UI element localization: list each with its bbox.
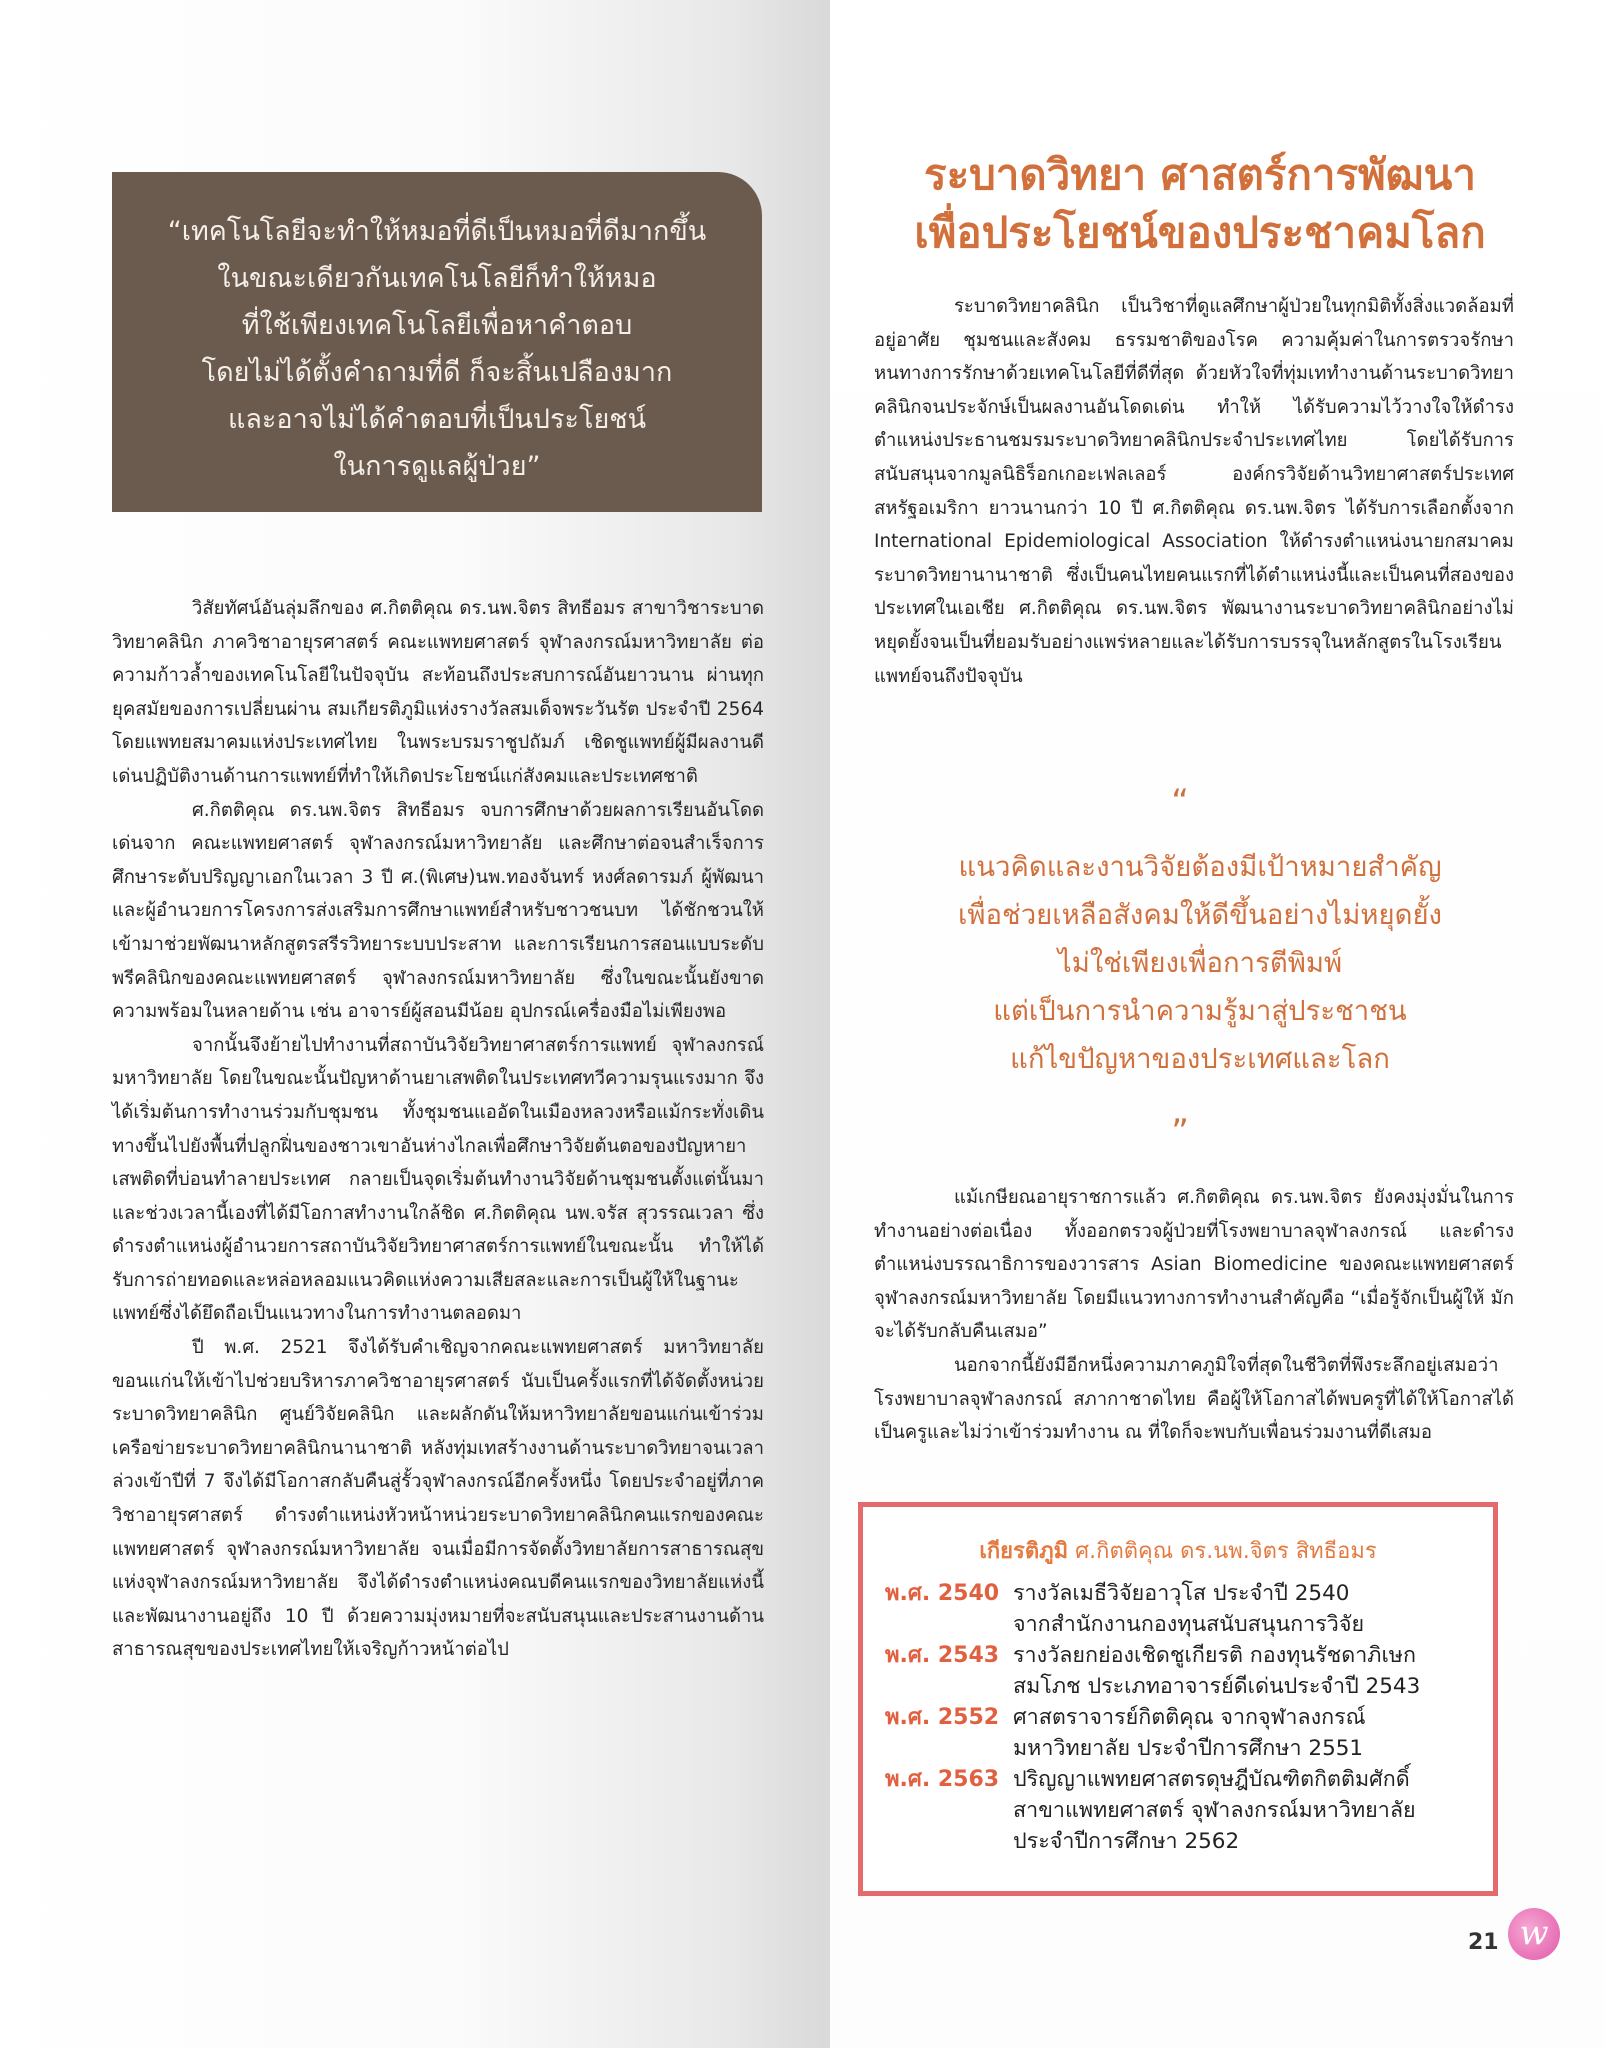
open-quote-mark: “ — [1171, 782, 1189, 822]
quote-line: ในขณะเดียวกันเทคโนโลยีก็ทำให้หมอ — [217, 263, 657, 294]
pull-quote-line: เพื่อช่วยเหลือสังคมให้ดีขึ้นอย่างไม่หยุดยั้ง — [957, 899, 1442, 931]
paragraph: นอกจากนี้ยังมีอีกหนึ่งความภาคภูมิใจที่สุดในชีวิตที่พึงระลึกอยู่เสมอว่า โรงพยาบาลจุฬาลงกรณ์ สภากาชาดไทย คือผู้ให้โอกาสได้พบครูที่ได้ให้โอกาสได้เป็นครูและไม่ว่าเข้าร่วมทำงาน ณ ที่ใดก็จะพบกับเพื่อนร่วมงานที่ดีเสมอ — [874, 1354, 1514, 1444]
award-line: สาขาแพทยศาสตร์ จุฬาลงกรณ์มหาวิทยาลัย — [1013, 1798, 1416, 1823]
right-article-column — [874, 290, 1514, 693]
pull-quote-line: ไม่ใช่เพียงเพื่อการตีพิมพ์ — [1057, 947, 1343, 979]
pull-quote — [870, 843, 1530, 1083]
quote-line: “เทคโนโลยีจะทำให้หมอที่ดีเป็นหมอที่ดีมากขึ้น — [167, 216, 707, 247]
paragraph: ปี พ.ศ. 2521 จึงได้รับคำเชิญจากคณะแพทยศาสตร์ มหาวิทยาลัยขอนแก่นให้เข้าไปช่วยบริหารภาควิชาอายุรศาสตร์ นับเป็นครั้งแรกที่ได้จัดตั้งหน่วยระบาดวิทยาคลินิก ศูนย์วิจัยคลินิก และผลักดันให้มหาวิทยาลัยขอนแก่นเข้าร่วมเครือข่ายระบาดวิทยาคลินิกนานาชาติ หลังทุ่มเทสร้างงานด้านระบาดวิทยาจนเวลาล่วงเข้าปีที่ 7 จึงได้มีโอกาสกลับคืนสู่รั้วจุฬาลงกรณ์อีกครั้งหนึ่ง โดยประจำอยู่ที่ภาควิชาอายุรศาสตร์ ดำรงตำแหน่งหัวหน้าหน่วยระบาดวิทยาคลินิกคนแรกของคณะแพทยศาสตร์ จุฬาลงกรณ์มหาวิทยาลัย จนเมื่อมีการจัดตั้งวิทยาลัยการสาธารณสุข แห่งจุฬาลงกรณ์มหาวิทยาลัย จึงได้ดำรงตำแหน่งคณบดีคนแรกของวิทยาลัยแห่งนี้และพัฒนางานอยู่ถึง 10 ปี ด้วยความมุ่งหมายที่จะสนับสนุนและประสานงานด้านสาธารณสุขของประเทศไทยให้เจริญก้าวหน้าต่อไป — [112, 1337, 764, 1661]
quote-line: ที่ใช้เพียงเทคโนโลยีเพื่อหาคำตอบ — [241, 310, 633, 341]
award-item — [885, 1578, 1493, 1640]
section-title — [870, 146, 1530, 262]
awards-box — [858, 1502, 1498, 1896]
pull-quote-line: แนวคิดและงานวิจัยต้องมีเป้าหมายสำคัญ — [958, 851, 1442, 883]
paragraph: วิสัยทัศน์อันลุ่มลึกของ ศ.กิตติคุณ ดร.นพ.จิตร สิทธีอมร สาขาวิชาระบาดวิทยาคลินิก ภาควิชาอายุรศาสตร์ คณะแพทยศาสตร์ จุฬาลงกรณ์มหาวิทยาลัย ต่อความก้าวล้ำของเทคโนโลยีในปัจจุบัน สะท้อนถึงประสบการณ์อันยาวนาน ผ่านทุกยุคสมัยของการเปลี่ยนผ่าน สมเกียรติภูมิแห่งรางวัลสมเด็จพระวันรัต ประจำปี 2564 โดยแพทยสมาคมแห่งประเทศไทย ในพระบรมราชูปถัมภ์ เชิดชูแพทย์ผู้มีผลงานดีเด่นปฏิบัติงานด้านการแพทย์ที่ทำให้เกิดประโยชน์แก่สังคมและประเทศชาติ — [112, 598, 764, 787]
award-item — [885, 1702, 1493, 1764]
left-article-column — [112, 592, 764, 1667]
paragraph: แม้เกษียณอายุราชการแล้ว ศ.กิตติคุณ ดร.นพ.จิตร ยังคงมุ่งมั่นในการทำงานอย่างต่อเนื่อง ทั้งออกตรวจผู้ป่วยที่โรงพยาบาลจุฬาลงกรณ์ และดำรงตำแหน่งบรรณาธิการของวารสาร Asian Biomedicine ของคณะแพทยศาสตร์ จุฬาลงกรณ์มหาวิทยาลัย โดยมีแนวทางการทำงานสำคัญคือ “เมื่อรู้จักเป็นผู้ให้ มักจะได้รับกลับคืนเสมอ” — [874, 1187, 1514, 1343]
award-line: ประจำปีการศึกษา 2562 — [1013, 1829, 1240, 1854]
award-description — [1013, 1640, 1483, 1702]
paragraph: จากนั้นจึงย้ายไปทำงานที่สถาบันวิจัยวิทยาศาสตร์การแพทย์ จุฬาลงกรณ์มหาวิทยาลัย โดยในขณะนั้นปัญหาด้านยาเสพติดในประเทศทวีความรุนแรงมาก จึงได้เริ่มต้นการทำงานร่วมกับชุมชน ทั้งชุมชนแออัดในเมืองหลวงหรือแม้กระทั่งเดินทางขึ้นไปยังพื้นที่ปลูกฝิ่นของชาวเขาอันห่างไกลเพื่อศึกษาวิจัยต้นตอของปัญหายาเสพติดที่บ่อนทำลายประเทศ กลายเป็นจุดเริ่มต้นทำงานวิจัยด้านชุมชนตั้งแต่นั้นมา และช่วงเวลานี้เองที่ได้มีโอกาสทำงานใกล้ชิด ศ.กิตติคุณ นพ.จรัส สุวรรณเวลา ซึ่งดำรงตำแหน่งผู้อำนวยการสถาบันวิจัยวิทยาศาสตร์การแพทย์ในขณะนั้น ทำให้ได้รับการถ่ายทอดและหล่อหลอมแนวคิดแห่งความเสียสละและการเป็นผู้ให้ในฐานะแพทย์ซึ่งได้ยึดถือเป็นแนวทางในการทำงานตลอดมา — [112, 1034, 764, 1325]
award-year: พ.ศ. 2552 — [885, 1705, 1000, 1730]
award-item — [885, 1764, 1493, 1857]
award-description — [1013, 1764, 1483, 1857]
magazine-logo-icon: w — [1508, 1908, 1560, 1960]
award-item — [885, 1640, 1493, 1702]
page-number: 21 — [1468, 1930, 1499, 1955]
award-line: สมโภช ประเภทอาจารย์ดีเด่นประจำปี 2543 — [1013, 1674, 1421, 1699]
close-quote-mark: ” — [1171, 1112, 1189, 1152]
paragraph: ระบาดวิทยาคลินิก เป็นวิชาที่ดูแลศึกษาผู้ป่วยในทุกมิติทั้งสิ่งแวดล้อมที่อยู่อาศัย ชุมชนและสังคม ธรรมชาติของโรค ความคุ้มค่าในการตรวจรักษา หนทางการรักษาด้วยเทคโนโลยีที่ดีที่สุด ด้วยหัวใจที่ทุ่มเททำงานด้านระบาดวิทยาคลินิกจนประจักษ์เป็นผลงานอันโดดเด่น ทำให้ ได้รับความไว้วางใจให้ดำรงตำแหน่งประธานชมรมระบาดวิทยาคลินิกประจำประเทศไทย โดยได้รับการสนับสนุนจากมูลนิธิร็อกเกอะเฟลเลอร์ องค์กรวิจัยด้านวิทยาศาสตร์ประเทศสหรัฐอเมริกา ยาวนานกว่า 10 ปี ศ.กิตติคุณ ดร.นพ.จิตร ได้รับการเลือกตั้งจาก International Epidemiological Association ให้ดำรงตำแหน่งนายกสมาคมระบาดวิทยานานาชาติ ซึ่งเป็นคนไทยคนแรกที่ได้ตำแหน่งนี้และเป็นคนที่สองของประเทศในเอเชีย ศ.กิตติคุณ ดร.นพ.จิตร พัฒนางานระบาดวิทยาคลินิกอย่างไม่หยุดยั้งจนเป็นที่ยอมรับอย่างแพร่หลายและได้รับการบรรจุในหลักสูตรในโรงเรียนแพทย์จนถึงปัจจุบัน — [874, 296, 1514, 687]
quote-box — [112, 172, 762, 512]
quote-line: และอาจไม่ได้คำตอบที่เป็นประโยชน์ — [227, 404, 647, 435]
quote-line: ในการดูแลผู้ป่วย” — [333, 451, 541, 482]
title-line-1: ระบาดวิทยา ศาสตร์การพัฒนา — [924, 150, 1476, 199]
pull-quote-line: แก้ไขปัญหาของประเทศและโลก — [1010, 1043, 1390, 1075]
title-line-2: เพื่อประโยชน์ของประชาคมโลก — [914, 208, 1486, 257]
award-line: ปริญญาแพทยศาสตรดุษฎีบัณฑิตกิตติมศักดิ์ — [1013, 1767, 1410, 1792]
award-description — [1013, 1578, 1483, 1640]
pull-quote-line: แต่เป็นการนำความรู้มาสู่ประชาชน — [993, 995, 1407, 1027]
award-year: พ.ศ. 2543 — [885, 1643, 1000, 1668]
awards-heading-name: ศ.กิตติคุณ ดร.นพ.จิตร สิทธีอมร — [1068, 1539, 1377, 1564]
award-line: รางวัลยกย่องเชิดชูเกียรติ กองทุนรัชดาภิเษก — [1013, 1643, 1416, 1668]
quote-line: โดยไม่ได้ตั้งคำถามที่ดี ก็จะสิ้นเปลืองมาก — [201, 357, 673, 388]
award-year: พ.ศ. 2540 — [885, 1581, 1000, 1606]
award-line: จากสำนักงานกองทุนสนับสนุนการวิจัย — [1013, 1612, 1365, 1637]
paragraph: ศ.กิตติคุณ ดร.นพ.จิตร สิทธีอมร จบการศึกษาด้วยผลการเรียนอันโดดเด่นจาก คณะแพทยศาสตร์ จุฬาลงกรณ์มหาวิทยาลัย และศึกษาต่อจนสำเร็จการศึกษาระดับปริญญาเอกในเวลา 3 ปี ศ.(พิเศษ)นพ.ทองจันทร์ หงศ์ลดารมภ์ ผู้พัฒนาและผู้อำนวยการโครงการส่งเสริมการศึกษาแพทย์สำหรับชาวชนบท ได้ชักชวนให้เข้ามาช่วยพัฒนาหลักสูตรสรีรวิทยาระบบประสาท และการเรียนการสอนแบบระดับพรีคลินิกของคณะแพทยศาสตร์ จุฬาลงกรณ์มหาวิทยาลัย ซึ่งในขณะนั้นยังขาดความพร้อมในหลายด้าน เช่น อาจารย์ผู้สอนมีน้อย อุปกรณ์เครื่องมือไม่เพียงพอ — [112, 799, 764, 1023]
award-line: ศาสตราจารย์กิตติคุณ จากจุฬาลงกรณ์ — [1013, 1705, 1366, 1730]
award-year: พ.ศ. 2563 — [885, 1767, 1000, 1792]
awards-heading — [863, 1533, 1493, 1568]
right-article-column-lower — [874, 1181, 1514, 1450]
award-line: มหาวิทยาลัย ประจำปีการศึกษา 2551 — [1013, 1736, 1364, 1761]
award-description — [1013, 1702, 1483, 1764]
awards-heading-bold: เกียรติภูมิ — [979, 1539, 1069, 1564]
award-line: รางวัลเมธีวิจัยอาวุโส ประจำปี 2540 — [1013, 1581, 1350, 1606]
